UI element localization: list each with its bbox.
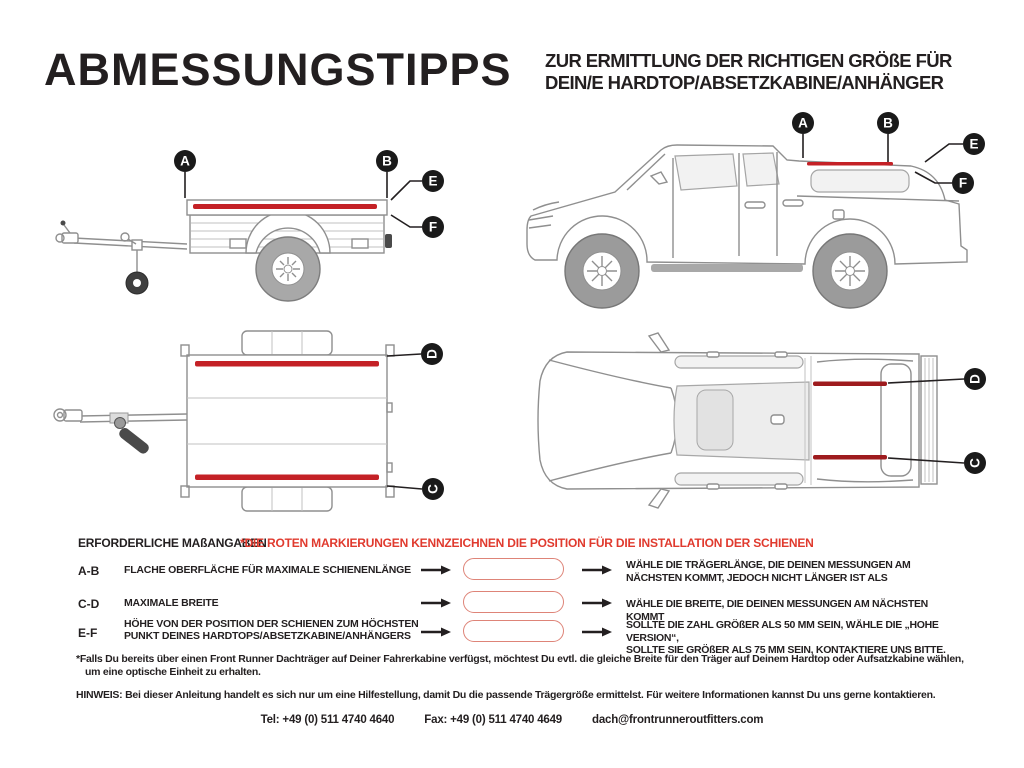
hinweis-note: HINWEIS: Bei dieser Anleitung handelt es sich nur um eine Hilfestellung, damit Du die passende Trägergröße ermittelst. Für weitere Informationen kannst Du uns gerne kontaktieren. (76, 689, 936, 701)
measurement-input-ab[interactable] (463, 558, 564, 580)
trailer-side-view-diagram (40, 126, 470, 326)
marker-b (877, 112, 899, 134)
truck-top-view-diagram (525, 328, 1015, 523)
rail-marking (195, 475, 379, 481)
rail-marking (807, 162, 893, 166)
marker-c (964, 452, 986, 474)
trailer-top-markers (387, 343, 444, 500)
truck-side-view-diagram (515, 98, 1015, 323)
row-key: A-B (78, 564, 100, 578)
trailer-top-drawbar (54, 409, 187, 456)
footnote-line-2: um eine optische Einheit zu erhalten. (85, 666, 261, 678)
contact-tel: Tel: +49 (0) 511 4740 4640 (260, 714, 395, 726)
marker-f-label: F (428, 219, 438, 235)
marker-f (422, 216, 444, 238)
row-note-line-2: SOLLTE SIE GRÖßER ALS 75 MM SEIN, KONTAKTIERE UNS BITTE. (626, 644, 946, 656)
rail-marking (813, 382, 887, 387)
marker-d-label: D (424, 349, 440, 359)
marker-b-label: B (382, 153, 392, 169)
marker-d-label: D (967, 374, 983, 384)
rail-marking (813, 455, 887, 460)
arrow-right-icon (421, 598, 451, 608)
measurements-heading: ERFORDERLICHE MAßANGABEN (78, 536, 267, 550)
rail-marking (193, 204, 377, 209)
contact-fax: Fax: +49 (0) 511 4740 4649 (424, 714, 562, 726)
subtitle-line-2: DEIN/E HARDTOP/ABSETZKABINE/ANHÄNGER (545, 72, 944, 93)
marker-f-label: F (958, 175, 968, 191)
marker-e (422, 170, 444, 192)
marker-e-label: E (428, 173, 438, 189)
marker-d (421, 343, 443, 365)
measurement-input-ef[interactable] (463, 620, 564, 642)
subtitle-line-1: ZUR ERMITTLUNG DER RICHTIGEN GRÖßE FÜR (545, 50, 952, 71)
page-title: ABMESSUNGSTIPPS (44, 44, 512, 95)
measurement-row-ab (0, 558, 1024, 592)
arrow-right-icon (582, 565, 612, 575)
marker-b (376, 150, 398, 172)
page-subtitle (545, 50, 952, 94)
running-board (651, 264, 803, 272)
marker-c (422, 478, 444, 500)
marker-a (792, 112, 814, 134)
marker-b-label: B (883, 115, 893, 131)
row-note-line-2: NÄCHSTEN KOMMT, JEDOCH NICHT LÄNGER IST ALS (626, 571, 888, 584)
row-key: E-F (78, 626, 98, 640)
arrow-right-icon (421, 627, 451, 637)
arrow-right-icon (421, 565, 451, 575)
rear-wheel (813, 234, 887, 308)
crank-handle (117, 426, 151, 456)
marker-d (964, 368, 986, 390)
footnote-line-1: *Falls Du bereits über einen Front Runner Dachträger auf Deiner Fahrerkabine verfügst, möchtest Du evtl. die gleiche Breite für den Träger auf Deinem Hardtop oder Aufsatzkabine wählen, (76, 653, 964, 665)
trailer-wheel (256, 237, 320, 301)
row-label-line-1: HÖHE VON DER POSITION DER SCHIENEN ZUM HÖCHSTEN (124, 618, 419, 630)
marker-c-label: C (425, 484, 441, 494)
trailer-top-bed (181, 345, 394, 497)
trailer-drawbar (56, 221, 187, 295)
marker-e-label: E (969, 136, 979, 152)
row-label-line-1: FLACHE OBERFLÄCHE FÜR MAXIMALE SCHIENENLÄNGE (124, 564, 411, 576)
row-key: C-D (78, 597, 100, 611)
truck-top-tailgate (921, 356, 937, 484)
contact-line (0, 714, 1024, 726)
row-label-line-1: MAXIMALE BREITE (124, 597, 219, 609)
rail-marking (195, 361, 379, 367)
asterisk-footnote (76, 653, 986, 679)
row-label-line-2: PUNKT DEINES HARDTOPS/ABSETZKABINE/ANHÄNGERS (124, 629, 411, 642)
row-note-line-1: WÄHLE DIE TRÄGERLÄNGE, DIE DEINEN MESSUNGEN AM (626, 559, 911, 571)
front-wheel (565, 234, 639, 308)
marker-e (963, 133, 985, 155)
measurement-input-cd[interactable] (463, 591, 564, 613)
marker-c-label: C (967, 458, 983, 468)
measurement-row-ef (0, 617, 1024, 656)
marker-f (952, 172, 974, 194)
row-note-line-1: WÄHLE DIE BREITE, DIE DEINEN MESSUNGEN AM NÄCHSTEN KOMMT (626, 598, 928, 623)
trailer-top-view-diagram (40, 328, 470, 523)
marker-a-label: A (180, 153, 190, 169)
contact-email: dach@frontrunneroutfitters.com (592, 714, 764, 726)
red-markings-note: *DIE ROTEN MARKIERUNGEN KENNZEICHNEN DIE POSITION FÜR DIE INSTALLATION DER SCHIENEN (240, 536, 814, 550)
arrow-right-icon (582, 627, 612, 637)
row-note-line-1: SOLLTE DIE ZAHL GRÖßER ALS 50 MM SEIN, WÄHLE DIE „HOHE VERSION“, (626, 619, 939, 644)
arrow-right-icon (582, 598, 612, 608)
marker-a (174, 150, 196, 172)
marker-a-label: A (798, 115, 808, 131)
